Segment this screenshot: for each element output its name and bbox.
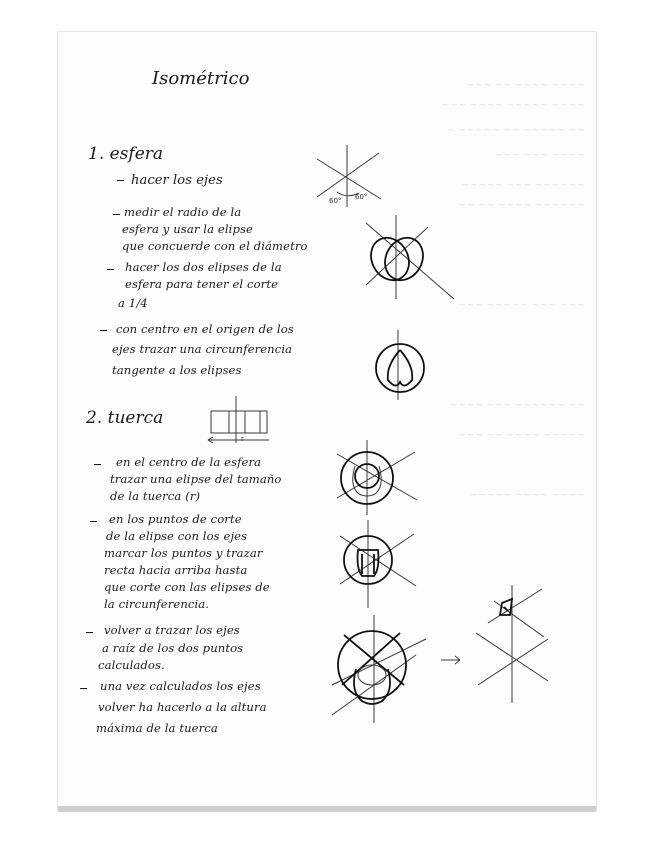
step-line: de la elipse con los ejes xyxy=(106,529,248,543)
page-edge-shadow xyxy=(58,806,596,812)
section-heading-esfera: 1. esfera xyxy=(88,144,164,164)
bullet-dash xyxy=(117,180,124,181)
angle-label-left: 60° xyxy=(329,197,342,205)
nut-ellipse-figure xyxy=(335,440,420,515)
step-line: esfera y usar la elipse xyxy=(122,222,254,236)
vertical-lines-figure xyxy=(338,520,418,610)
arrow-right-icon xyxy=(440,655,462,665)
step-line: volver a trazar los ejes xyxy=(104,623,240,637)
step-line: de la tuerca (r) xyxy=(110,489,201,503)
step-line: la circunferencia. xyxy=(104,597,210,611)
nut-sketch-icon xyxy=(205,395,280,455)
circle-tangent-figure xyxy=(370,330,440,400)
section-heading-tuerca: 2. tuerca xyxy=(86,408,164,428)
final-axes-figure xyxy=(472,585,552,705)
bullet-dash xyxy=(100,330,107,331)
step-line: tangente a los elipses xyxy=(112,363,242,377)
bullet-dash xyxy=(94,464,101,465)
step-line: hacer los dos elipses de la xyxy=(125,260,282,274)
step-line: hacer los ejes xyxy=(131,173,223,188)
bullet-dash xyxy=(90,521,97,522)
bullet-dash xyxy=(113,214,120,215)
bullet-dash xyxy=(80,688,87,689)
retraced-axes-figure xyxy=(330,615,430,725)
step-line: máxima de la tuerca xyxy=(96,721,218,735)
page-title: Isométrico xyxy=(152,68,250,89)
step-line: en los puntos de corte xyxy=(109,512,242,526)
step-line: ejes trazar una circunferencia xyxy=(112,342,293,356)
isometric-axes-figure xyxy=(315,145,385,210)
step-line: en el centro de la esfera xyxy=(116,455,262,469)
step-line: esfera para tener el corte xyxy=(125,277,279,291)
step-line: con centro en el origen de los xyxy=(116,322,294,336)
bullet-dash xyxy=(107,269,114,270)
step-line: a 1/4 xyxy=(118,296,148,310)
bullet-dash xyxy=(86,632,93,633)
nut-sketch-label: r xyxy=(241,435,244,443)
step-line: marcar los puntos y trazar xyxy=(104,546,263,560)
step-line: recta hacia arriba hasta xyxy=(104,563,248,577)
step-line: trazar una elipse del tamaño xyxy=(110,472,282,486)
step-line: medir el radio de la xyxy=(124,205,242,219)
step-line: a raíz de los dos puntos xyxy=(102,641,244,655)
step-line: calculados. xyxy=(98,658,165,672)
step-line: que corte con las elipses de xyxy=(104,580,270,594)
two-ellipses-figure xyxy=(362,215,457,300)
step-line: que concuerde con el diámetro xyxy=(122,239,308,253)
step-line: volver ha hacerlo a la altura xyxy=(98,700,267,714)
angle-label-right: 60° xyxy=(355,193,368,201)
step-line: una vez calculados los ejes xyxy=(100,679,261,693)
